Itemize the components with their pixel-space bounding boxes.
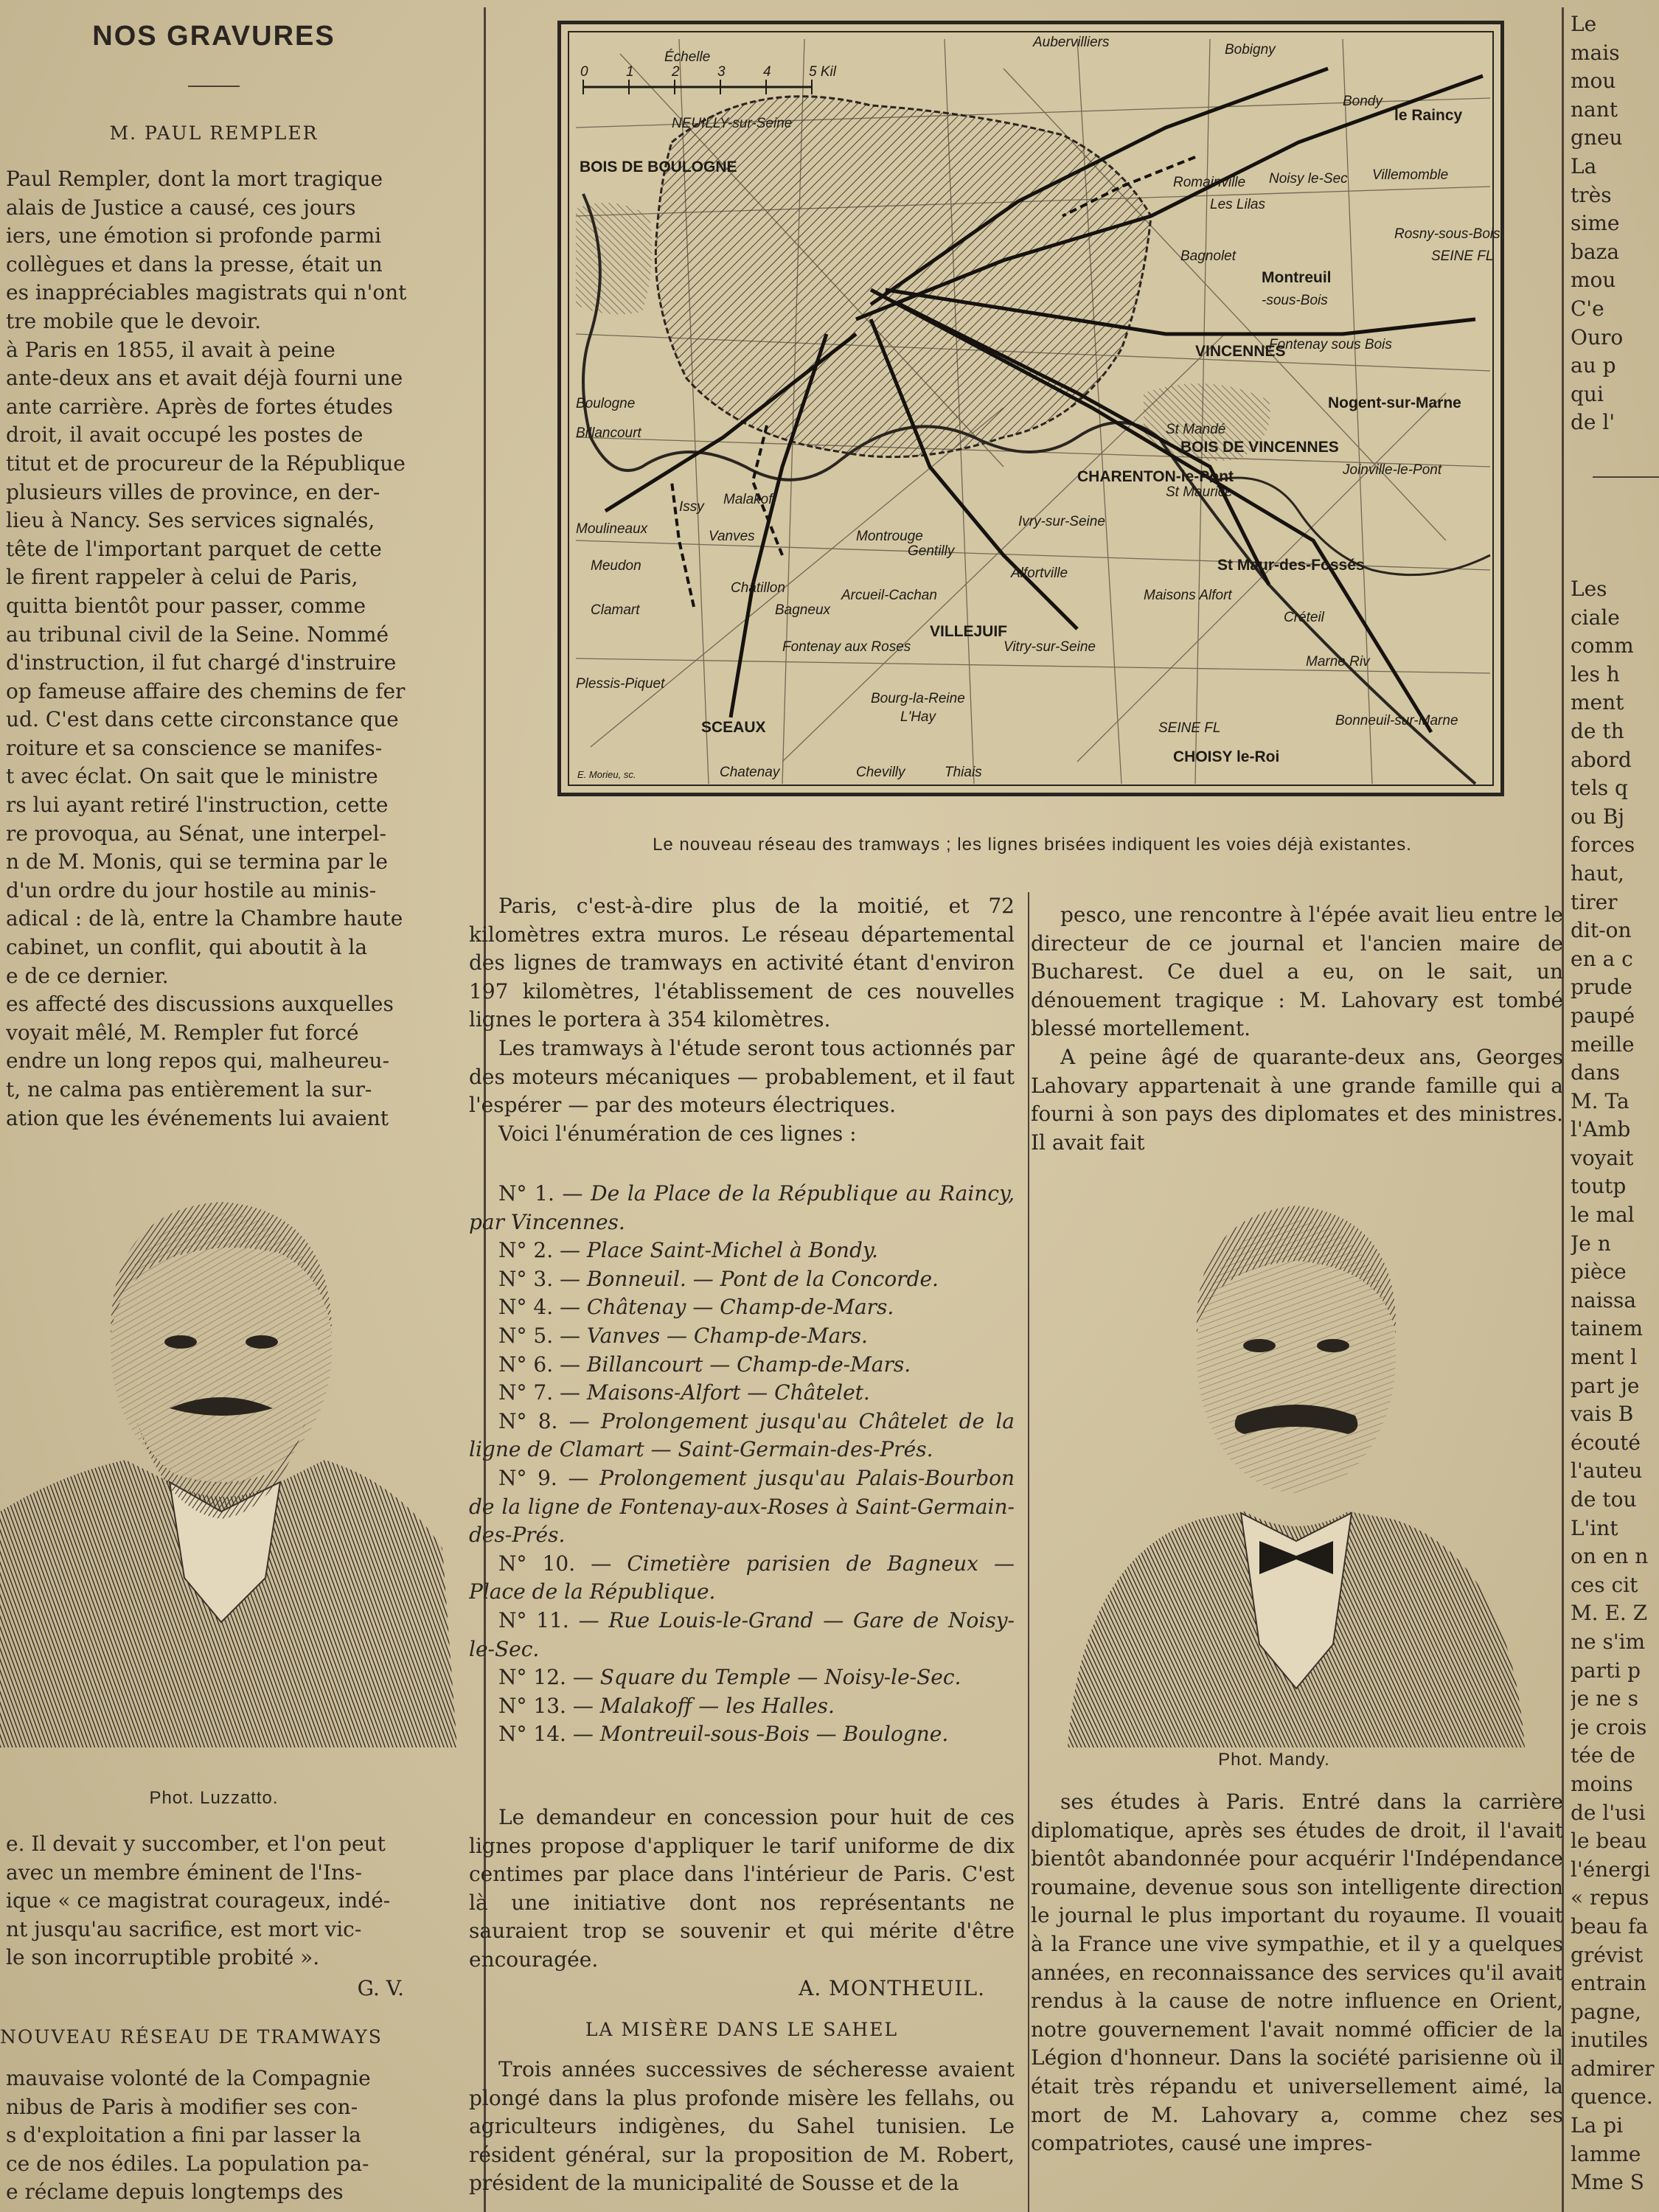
line-route: Montreuil-sous-Bois — Boulogne. bbox=[599, 1722, 949, 1747]
tramway-line-item bbox=[469, 1265, 1015, 1294]
tramway-line-item bbox=[469, 1322, 1015, 1351]
text-line: en a c bbox=[1571, 946, 1633, 971]
line-route: Vanves — Champ-de-Mars. bbox=[586, 1323, 868, 1348]
map-place-label: L'Hay bbox=[900, 709, 936, 725]
text-line: dit-on bbox=[1571, 918, 1632, 943]
text-line: au p bbox=[1571, 353, 1616, 378]
line-route: Prolongement jusqu'au Châtelet de la ligne de Clamart — Saint-Germain-des-Prés. bbox=[469, 1408, 1015, 1462]
map-place-label: CHARENTON-le-Pont bbox=[1077, 468, 1234, 485]
tramway-line-item bbox=[469, 1720, 1015, 1749]
text-line: droit, il avait occupé les postes de bbox=[6, 422, 364, 448]
text-line: M. Ta bbox=[1571, 1088, 1630, 1113]
map-place-label: BOIS DE VINCENNES bbox=[1180, 439, 1339, 456]
text-line: ciale bbox=[1571, 605, 1620, 630]
text-line: le son incorruptible probité ». bbox=[6, 1945, 320, 1970]
map-place-label: Moulineaux bbox=[576, 521, 648, 537]
line-route: Malakoff — les Halles. bbox=[599, 1693, 835, 1718]
map-place-label: Chatenay bbox=[720, 765, 780, 780]
left-column bbox=[0, 0, 472, 2212]
paragraph: Voici l'énumération de ces lignes : bbox=[498, 1121, 857, 1146]
map-place-label: Aubervilliers bbox=[1033, 35, 1110, 50]
scale-tick-label: 5 Kil bbox=[809, 64, 836, 80]
text-line: mou bbox=[1571, 69, 1616, 94]
map-place-label: Romainville bbox=[1173, 175, 1246, 190]
text-line: abord bbox=[1571, 747, 1632, 772]
map-place-label: Arcueil-Cachan bbox=[841, 588, 937, 603]
map-place-label: NEUILLY-sur-Seine bbox=[672, 116, 793, 131]
line-route: Square du Temple — Noisy-le-Sec. bbox=[599, 1665, 961, 1690]
text-line: ique « ce magistrat courageux, indé- bbox=[6, 1888, 391, 1913]
map-place-label: St Mandé bbox=[1166, 422, 1226, 437]
line-number: N° 11. — bbox=[498, 1607, 609, 1632]
text-line: re provoqua, au Sénat, une interpel- bbox=[6, 821, 386, 846]
sahel-article-body: Trois années successives de sécheresse avaient plongé dans la plus profonde misère les fellahs, ou agriculteurs indigènes, du Sahel tunisien. Le résident général, sur la proposition de M. Robert, président de la municipalité de Sousse et de la bbox=[469, 2057, 1015, 2196]
map-place-label: Villemomble bbox=[1372, 167, 1449, 183]
line-route: Cimetière parisien de Bagneux — Place de la République. bbox=[469, 1551, 1015, 1604]
text-line: très bbox=[1571, 182, 1612, 207]
map-place-label: Gentilly bbox=[908, 543, 955, 559]
line-number: N° 14. — bbox=[498, 1722, 600, 1747]
text-line: prude bbox=[1571, 975, 1632, 1000]
text-line: gneu bbox=[1571, 125, 1623, 150]
text-line: t, ne calma pas entièrement la sur- bbox=[6, 1077, 372, 1102]
right-column bbox=[1031, 892, 1563, 2212]
scale-tick-label: 2 bbox=[672, 64, 680, 80]
text-line: « repus bbox=[1571, 1885, 1649, 1910]
map-place-label: St Maur-des-Fossés bbox=[1217, 557, 1365, 574]
section-title: NOS GRAVURES bbox=[92, 21, 335, 52]
line-route: De la Place de la République au Raincy, par Vincennes. bbox=[469, 1181, 1015, 1234]
text-line: comm bbox=[1571, 633, 1634, 658]
portrait-lahovary bbox=[1053, 1172, 1540, 1747]
article-body bbox=[6, 165, 470, 1133]
text-line: moins bbox=[1571, 1771, 1633, 1796]
text-line: beau fa bbox=[1571, 1913, 1649, 1938]
map-place-label: Montrouge bbox=[856, 529, 923, 544]
text-line: l'auteu bbox=[1571, 1458, 1643, 1484]
text-line: tée de bbox=[1571, 1743, 1635, 1768]
line-number: N° 7. — bbox=[498, 1380, 587, 1405]
map-place-label: Alfortville bbox=[1011, 566, 1068, 581]
text-line: nt jusqu'au sacrifice, est mort vic- bbox=[6, 1916, 362, 1941]
middle-column bbox=[469, 892, 1015, 2212]
map-place-label: Noisy le-Sec bbox=[1269, 171, 1348, 187]
map-place-label: Vanves bbox=[709, 529, 755, 544]
line-number: N° 6. — bbox=[498, 1352, 587, 1377]
text-line: roiture et sa conscience se manifes- bbox=[6, 735, 383, 760]
text-line: de th bbox=[1571, 718, 1624, 743]
text-line: naissa bbox=[1571, 1287, 1637, 1312]
map-scale-label: Échelle bbox=[664, 49, 711, 65]
map-place-label: Créteil bbox=[1284, 610, 1324, 625]
scale-tick-label: 0 bbox=[580, 64, 588, 80]
text-line: parti p bbox=[1571, 1658, 1641, 1683]
text-line: mais bbox=[1571, 40, 1620, 65]
text-line: qui bbox=[1571, 381, 1604, 406]
text-line: au tribunal civil de la Seine. Nommé bbox=[6, 622, 389, 647]
lahovary-article-body bbox=[1031, 901, 1563, 1157]
text-line: M. E. Z bbox=[1571, 1601, 1648, 1626]
map-place-label: Clamart bbox=[591, 602, 640, 618]
next-article-title: NOUVEAU RÉSEAU DE TRAMWAYS bbox=[0, 2026, 383, 2048]
text-line: Mme S bbox=[1571, 2170, 1644, 2195]
text-line: de l'usi bbox=[1571, 1800, 1646, 1825]
text-line: es affecté des discussions auxquelles bbox=[6, 992, 394, 1017]
map-place-label: Thiais bbox=[945, 765, 982, 780]
text-line: tirer bbox=[1571, 889, 1618, 914]
map-place-label: Fontenay sous Bois bbox=[1269, 337, 1392, 352]
map-place-label: Billancourt bbox=[576, 425, 641, 441]
text-line: paupé bbox=[1571, 1003, 1635, 1028]
text-line: ou Bj bbox=[1571, 804, 1625, 829]
map-place-label: St Maurice bbox=[1166, 484, 1233, 500]
map-place-label: Issy bbox=[679, 499, 704, 515]
line-route: Place Saint-Michel à Bondy. bbox=[586, 1238, 878, 1263]
text-line: n de M. Monis, qui se termina par le bbox=[6, 849, 388, 874]
text-line: lieu à Nancy. Ses services signalés, bbox=[6, 508, 375, 533]
text-line: l'énergi bbox=[1571, 1857, 1651, 1882]
text-line: pièce bbox=[1571, 1259, 1627, 1284]
text-line: e de ce dernier. bbox=[6, 963, 169, 988]
sahel-article-title: LA MISÈRE DANS LE SAHEL bbox=[585, 2019, 899, 2040]
text-line: de l' bbox=[1571, 410, 1615, 435]
map-place-label: Plessis-Piquet bbox=[576, 676, 665, 692]
map-place-label: Vitry-sur-Seine bbox=[1004, 639, 1096, 655]
map-scale bbox=[583, 80, 812, 94]
map-caption: Le nouveau réseau des tramways ; les lignes brisées indiquent les voies déjà existantes. bbox=[653, 835, 1412, 855]
line-number: N° 12. — bbox=[498, 1665, 600, 1690]
tramway-line-item bbox=[469, 1408, 1015, 1464]
tramway-line-item bbox=[469, 1550, 1015, 1607]
map-place-label: VILLEJUIF bbox=[930, 623, 1008, 640]
far-right-column bbox=[1571, 0, 1659, 2212]
paragraph: Les tramways à l'étude seront tous actionnés par des moteurs mécaniques — probablement, et il faut l'espérer — par des moteurs électriques. bbox=[469, 1035, 1015, 1118]
text-line: adical : de là, entre la Chambre haute bbox=[6, 906, 403, 931]
text-line: t avec éclat. On sait que le ministre bbox=[6, 764, 378, 789]
next-article-body bbox=[6, 2065, 470, 2207]
text-line: titut et de procureur de la République bbox=[6, 451, 406, 476]
line-route: Billancourt — Champ-de-Mars. bbox=[586, 1352, 911, 1377]
text-line: Paul Rempler, dont la mort tragique bbox=[6, 167, 383, 191]
text-line: nant bbox=[1571, 97, 1618, 122]
text-line: e réclame depuis longtemps des bbox=[6, 2180, 344, 2205]
text-line: pagne, bbox=[1571, 1999, 1642, 2024]
text-line: ation que les événements lui avaient bbox=[6, 1105, 389, 1130]
map-place-label: Meudon bbox=[591, 558, 641, 574]
map-place-label: Ivry-sur-Seine bbox=[1018, 514, 1105, 529]
text-line: ne s'im bbox=[1571, 1629, 1646, 1654]
text-line: ante carrière. Après de fortes études bbox=[6, 394, 394, 419]
tramway-article-closing: Le demandeur en concession pour huit de ces lignes propose d'appliquer le tarif uniforme de dix centimes par place dans l'intérieur de Paris. C'est là une initiative dont nos représentants ne sauraient trop se souvenir et qui mérite d'être encouragée. bbox=[469, 1805, 1015, 1972]
photo-credit: Phot. Luzzatto. bbox=[149, 1788, 279, 1808]
text-line: L'int bbox=[1571, 1515, 1618, 1540]
line-number: N° 4. — bbox=[498, 1295, 587, 1320]
text-line: le mal bbox=[1571, 1203, 1635, 1228]
paragraph: Paris, c'est-à-dire plus de la moitié, et 72 kilomètres extra muros. Le réseau départemental des lignes de tramways en activité étant d'environ 197 kilomètres, l'établissement de ces nouvelles lignes le portera à 354 kilomètres. bbox=[469, 894, 1015, 1032]
text-line: de tou bbox=[1571, 1487, 1637, 1512]
map-place-label: SEINE FL bbox=[1431, 248, 1494, 264]
article-conclusion bbox=[6, 1830, 470, 1972]
line-route: Maisons-Alfort — Châtelet. bbox=[586, 1380, 870, 1405]
text-line: ante-deux ans et avait déjà fourni une bbox=[6, 366, 403, 391]
text-line: La pi bbox=[1571, 2113, 1624, 2138]
signature: A. MONTHEUIL. bbox=[799, 1976, 985, 2000]
map-place-label: Montreuil bbox=[1262, 269, 1332, 286]
text-line: sime bbox=[1571, 211, 1620, 236]
signature: G. V. bbox=[357, 1976, 404, 2000]
text-line: le beau bbox=[1571, 1829, 1647, 1854]
line-number: N° 9. — bbox=[498, 1465, 600, 1490]
scale-tick-label: 1 bbox=[626, 64, 634, 80]
text-line: cabinet, un conflit, qui aboutit à la bbox=[6, 935, 368, 960]
line-route: Rue Louis-le-Grand — Gare de Noisy-le-Sec. bbox=[469, 1607, 1015, 1661]
text-line: l'Amb bbox=[1571, 1117, 1631, 1142]
text-line: collègues et dans la presse, était un bbox=[6, 251, 383, 276]
text-line: tête de l'important parquet de cette bbox=[6, 536, 382, 561]
text-line: tre mobile que le devoir. bbox=[6, 308, 262, 333]
line-route: Châtenay — Champ-de-Mars. bbox=[586, 1295, 894, 1320]
map-place-label: BOIS DE BOULOGNE bbox=[580, 159, 737, 175]
text-line: inutiles bbox=[1571, 2028, 1649, 2053]
tramway-line-item bbox=[469, 1464, 1015, 1550]
map-place-label: Les Lilas bbox=[1210, 197, 1265, 212]
far-right-text bbox=[1571, 575, 1659, 2197]
tramway-line-item bbox=[469, 1293, 1015, 1322]
text-line: Les bbox=[1571, 577, 1607, 601]
text-line: tels q bbox=[1571, 776, 1628, 801]
text-line: ment l bbox=[1571, 1345, 1638, 1370]
text-line: mauvaise volonté de la Compagnie bbox=[6, 2066, 371, 2090]
text-line: tainem bbox=[1571, 1316, 1644, 1341]
text-line: iers, une émotion si profonde parmi bbox=[6, 223, 382, 248]
text-line: forces bbox=[1571, 832, 1635, 858]
text-line: Je n bbox=[1571, 1231, 1611, 1256]
paragraph: pesco, une rencontre à l'épée avait lieu entre le directeur de ce journal et l'ancien maire de Bucharest. Ce duel a eu, on le sait, un dénouement tragique : M. Lahovary est tombé blessé mortellement. bbox=[1031, 902, 1563, 1041]
map-engraver: E. Morieu, sc. bbox=[577, 769, 636, 780]
map-place-label: Châtillon bbox=[731, 580, 785, 596]
map-place-label: Maisons Alfort bbox=[1144, 588, 1232, 603]
map-place-label: Bagneux bbox=[775, 602, 831, 618]
map-place-label: Bagnolet bbox=[1180, 248, 1237, 264]
text-line: Ouro bbox=[1571, 324, 1624, 349]
line-number: N° 1. — bbox=[498, 1181, 591, 1206]
far-right-top-text bbox=[1571, 10, 1659, 437]
text-line: s d'exploitation a fini par lasser la bbox=[6, 2123, 361, 2148]
map-place-label: Chevilly bbox=[856, 765, 905, 780]
paragraph: A peine âgé de quarante-deux ans, Georges Lahovary appartenait à une grande famille qui a fourni à son pays des diplomates et des ministres. Il avait fait bbox=[1031, 1044, 1563, 1155]
tramway-line-item bbox=[469, 1351, 1015, 1380]
photo-credit: Phot. Mandy. bbox=[1218, 1750, 1330, 1770]
text-line: d'un ordre du jour hostile au minis- bbox=[6, 877, 377, 902]
text-line: mou bbox=[1571, 268, 1616, 293]
text-line: je crois bbox=[1571, 1714, 1647, 1739]
line-number: N° 10. — bbox=[498, 1551, 627, 1576]
title-underline bbox=[188, 86, 240, 87]
tramway-lines-list bbox=[469, 1180, 1015, 1749]
text-line: lamme bbox=[1571, 2141, 1641, 2166]
map-place-label: SCEAUX bbox=[701, 719, 766, 736]
line-route: Bonneuil. — Pont de la Concorde. bbox=[586, 1266, 939, 1291]
tramway-article-body bbox=[469, 892, 1015, 1148]
tramway-line-item bbox=[469, 1607, 1015, 1663]
text-line: ud. C'est dans cette circonstance que bbox=[6, 707, 399, 732]
tramway-line-item bbox=[469, 1237, 1015, 1265]
text-line: je ne s bbox=[1571, 1686, 1639, 1711]
text-line: le firent rappeler à celui de Paris, bbox=[6, 565, 358, 590]
tramway-line-item bbox=[469, 1692, 1015, 1721]
text-line: plusieurs villes de province, en der- bbox=[6, 479, 380, 504]
map-place-label: Rosny-sous-Bois bbox=[1394, 226, 1500, 242]
map-place-label: le Raincy bbox=[1394, 107, 1463, 124]
article-title: M. PAUL REMPLER bbox=[109, 122, 319, 144]
map-place-label: CHOISY le-Roi bbox=[1173, 748, 1280, 765]
scale-tick-label: 3 bbox=[717, 64, 726, 80]
map-place-label: VINCENNES bbox=[1195, 343, 1286, 360]
text-line: quence. bbox=[1571, 2084, 1653, 2110]
text-line: d'instruction, il fut chargé d'instruire bbox=[6, 650, 397, 675]
text-line: baza bbox=[1571, 239, 1620, 264]
tramway-line-item bbox=[469, 1663, 1015, 1692]
text-line: on en n bbox=[1571, 1544, 1649, 1569]
text-line: quitta bientôt pour passer, comme bbox=[6, 593, 366, 618]
text-line: endre un long repos qui, malheureu- bbox=[6, 1048, 390, 1074]
line-number: N° 5. — bbox=[498, 1323, 587, 1348]
text-line: haut, bbox=[1571, 860, 1624, 886]
line-number: N° 8. — bbox=[498, 1408, 601, 1433]
map-place-label: Bourg-la-Reine bbox=[871, 691, 965, 706]
text-line: voyait bbox=[1571, 1145, 1634, 1170]
map-place-label: Bonneuil-sur-Marne bbox=[1335, 713, 1458, 728]
text-line: ce de nos édiles. La population pa- bbox=[6, 2151, 369, 2176]
text-line: les h bbox=[1571, 661, 1620, 686]
text-line: ment bbox=[1571, 690, 1624, 715]
text-line: vais B bbox=[1571, 1402, 1634, 1427]
line-number: N° 2. — bbox=[498, 1238, 587, 1263]
text-line: toutp bbox=[1571, 1174, 1627, 1199]
map-place-label: Bondy bbox=[1343, 94, 1382, 109]
text-line: op fameuse affaire des chemins de fer bbox=[6, 678, 406, 703]
column-rule bbox=[1028, 892, 1029, 2212]
text-line: à Paris en 1855, il avait à peine bbox=[6, 337, 335, 362]
text-line: es inappréciables magistrats qui n'ont bbox=[6, 280, 407, 305]
text-line: C'e bbox=[1571, 296, 1604, 321]
portrait-rempler bbox=[0, 1165, 457, 1747]
map-place-label: Joinville-le-Pont bbox=[1343, 462, 1442, 478]
text-line: avec un membre éminent de l'Ins- bbox=[6, 1860, 362, 1885]
text-line: voyait mêlé, M. Rempler fut forcé bbox=[6, 1020, 359, 1045]
text-line: La bbox=[1571, 153, 1597, 178]
line-number: N° 3. — bbox=[498, 1266, 587, 1291]
map-place-label: Bobigny bbox=[1225, 42, 1276, 58]
map-place-label: Boulogne bbox=[576, 396, 636, 411]
map-place-label: SEINE FL bbox=[1158, 720, 1221, 736]
map-place-label: Malakoff bbox=[723, 492, 776, 507]
text-line: écouté bbox=[1571, 1430, 1641, 1455]
text-line: alais de Justice a causé, ces jours bbox=[6, 195, 356, 220]
text-line: admirer bbox=[1571, 2056, 1655, 2081]
lahovary-article-continuation: ses études à Paris. Entré dans la carrière diplomatique, après ses études de droit, il l'avait bientôt abandonnée pour acquérir l'Indépendance roumaine, devenue sous son intelligente direction le journal le plus important du royaume. Il vouait à la France une vive sympathie, et il y a quelques années, en reconnaissance des services qu'il avait rendus à la cause de notre influence en Orient, notre gouvernement l'avait nommé officier de la Légion d'honneur. Dans la société parisienne où il était très répandu et universellement aimé, la mort de M. Lahovary a, comme chez ses compatriotes, causé une impres- bbox=[1031, 1790, 1563, 2156]
tramway-line-item bbox=[469, 1379, 1015, 1408]
text-line: dans bbox=[1571, 1060, 1621, 1085]
map-place-label: Nogent-sur-Marne bbox=[1328, 394, 1461, 411]
text-line: Le bbox=[1571, 12, 1597, 36]
map-place-label: -sous-Bois bbox=[1262, 293, 1328, 308]
text-line: nibus de Paris à modifier ses con- bbox=[6, 2094, 358, 2119]
map-place-label: Marne Riv bbox=[1306, 654, 1370, 669]
tramway-line-item bbox=[469, 1180, 1015, 1237]
line-route: Prolongement jusqu'au Palais-Bourbon de la ligne de Fontenay-aux-Roses à Saint-Germain-des-Prés. bbox=[469, 1465, 1015, 1548]
text-line: entrain bbox=[1571, 1971, 1646, 1996]
text-line: grévist bbox=[1571, 1942, 1644, 1967]
tramway-map bbox=[557, 21, 1504, 796]
text-line: meille bbox=[1571, 1032, 1635, 1057]
map-drawing bbox=[561, 24, 1500, 793]
map-place-label: Fontenay aux Roses bbox=[782, 639, 911, 655]
far-right-rule bbox=[1593, 476, 1659, 478]
text-line: e. Il devait y succomber, et l'on peut bbox=[6, 1832, 386, 1856]
text-line: rs lui ayant retiré l'instruction, cette bbox=[6, 793, 389, 818]
scale-tick-label: 4 bbox=[763, 64, 771, 80]
text-line: part je bbox=[1571, 1373, 1640, 1398]
text-line: ces cit bbox=[1571, 1572, 1638, 1597]
line-number: N° 13. — bbox=[498, 1693, 600, 1718]
